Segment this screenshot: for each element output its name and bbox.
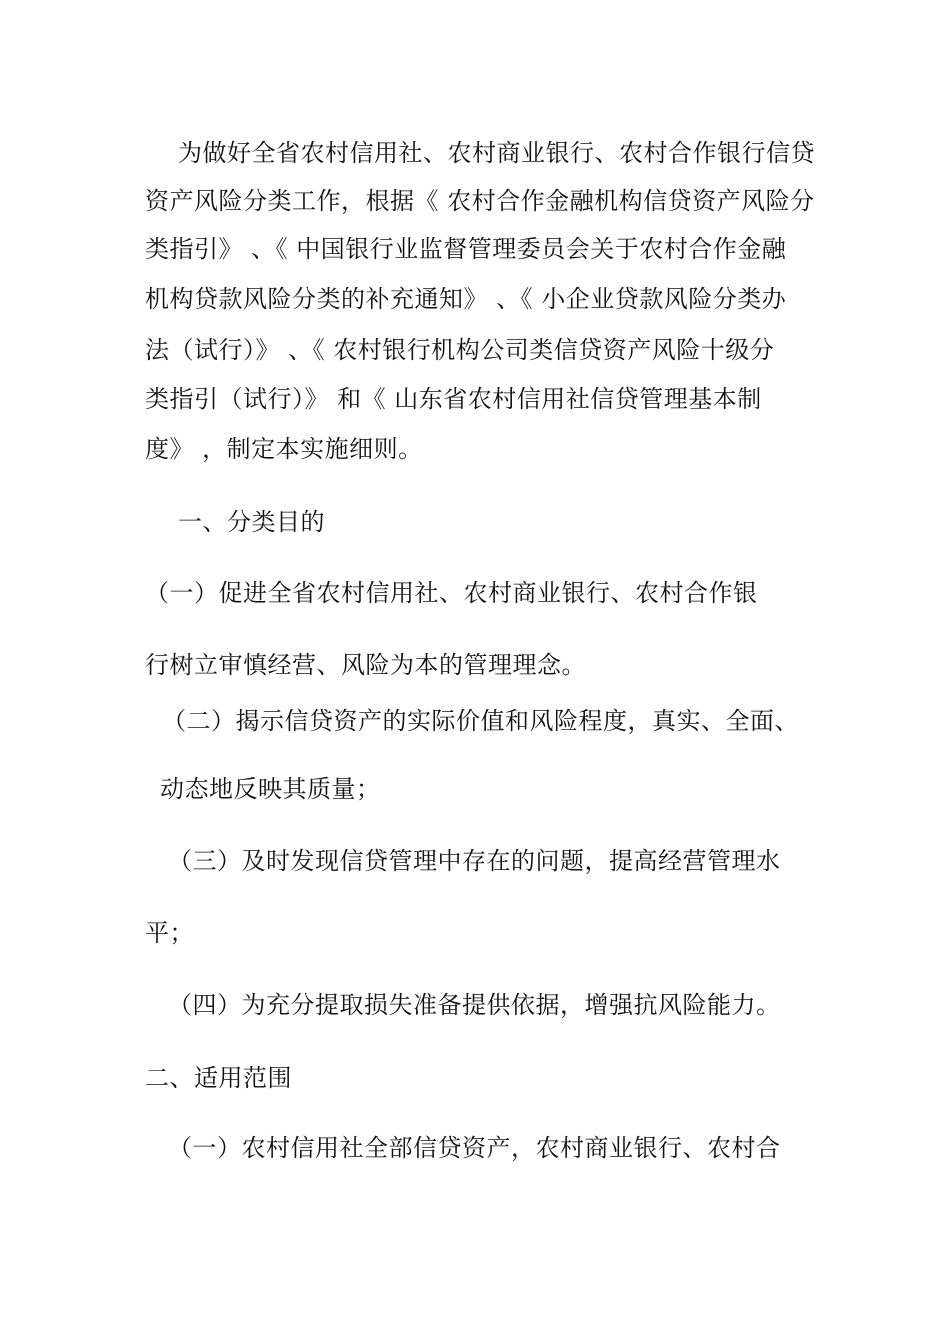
intro-line-1: 为做好全省农村信用社、农村商业银行、农村合作银行信贷 <box>178 139 815 167</box>
intro-line-7: 度》 ，制定本实施细则。 <box>145 435 423 463</box>
item-2-line-2: 动态地反映其质量； <box>160 775 381 803</box>
item-4-line-1: （四）为充分提取损失准备提供依据，增强抗风险能力。 <box>168 991 781 1019</box>
section-heading-1: 一、分类目的 <box>178 508 325 536</box>
item-3-line-1: （三）及时发现信贷管理中存在的问题，提高经营管理水 <box>168 847 781 875</box>
item-1-line-1: （一）促进全省农村信用社、农村商业银行、农村合作银 <box>145 579 758 607</box>
intro-line-2: 资产风险分类工作，根据《 农村合作金融机构信贷资产风险分 <box>145 187 815 215</box>
item-1-line-2: 行树立审慎经营、风险为本的管理理念。 <box>145 651 586 679</box>
intro-line-3: 类指引》 、《 中国银行业监督管理委员会关于农村合作金融 <box>145 235 787 263</box>
item-3-line-2: 平； <box>145 919 194 947</box>
intro-line-6: 类指引（试行）》 和《 山东省农村信用社信贷管理基本制 <box>145 385 762 413</box>
intro-line-5: 法（试行）》 、《 农村银行机构公司类信贷资产风险十级分 <box>145 336 775 364</box>
intro-line-4: 机构贷款风险分类的补充通知》 、《 小企业贷款风险分类办 <box>145 285 787 313</box>
item-5-line-1: （一）农村信用社全部信贷资产，农村商业银行、农村合 <box>168 1134 781 1162</box>
item-2-line-1: （二）揭示信贷资产的实际价值和风险程度，真实、全面、 <box>162 707 799 735</box>
section-heading-2: 二、适用范围 <box>145 1064 292 1092</box>
